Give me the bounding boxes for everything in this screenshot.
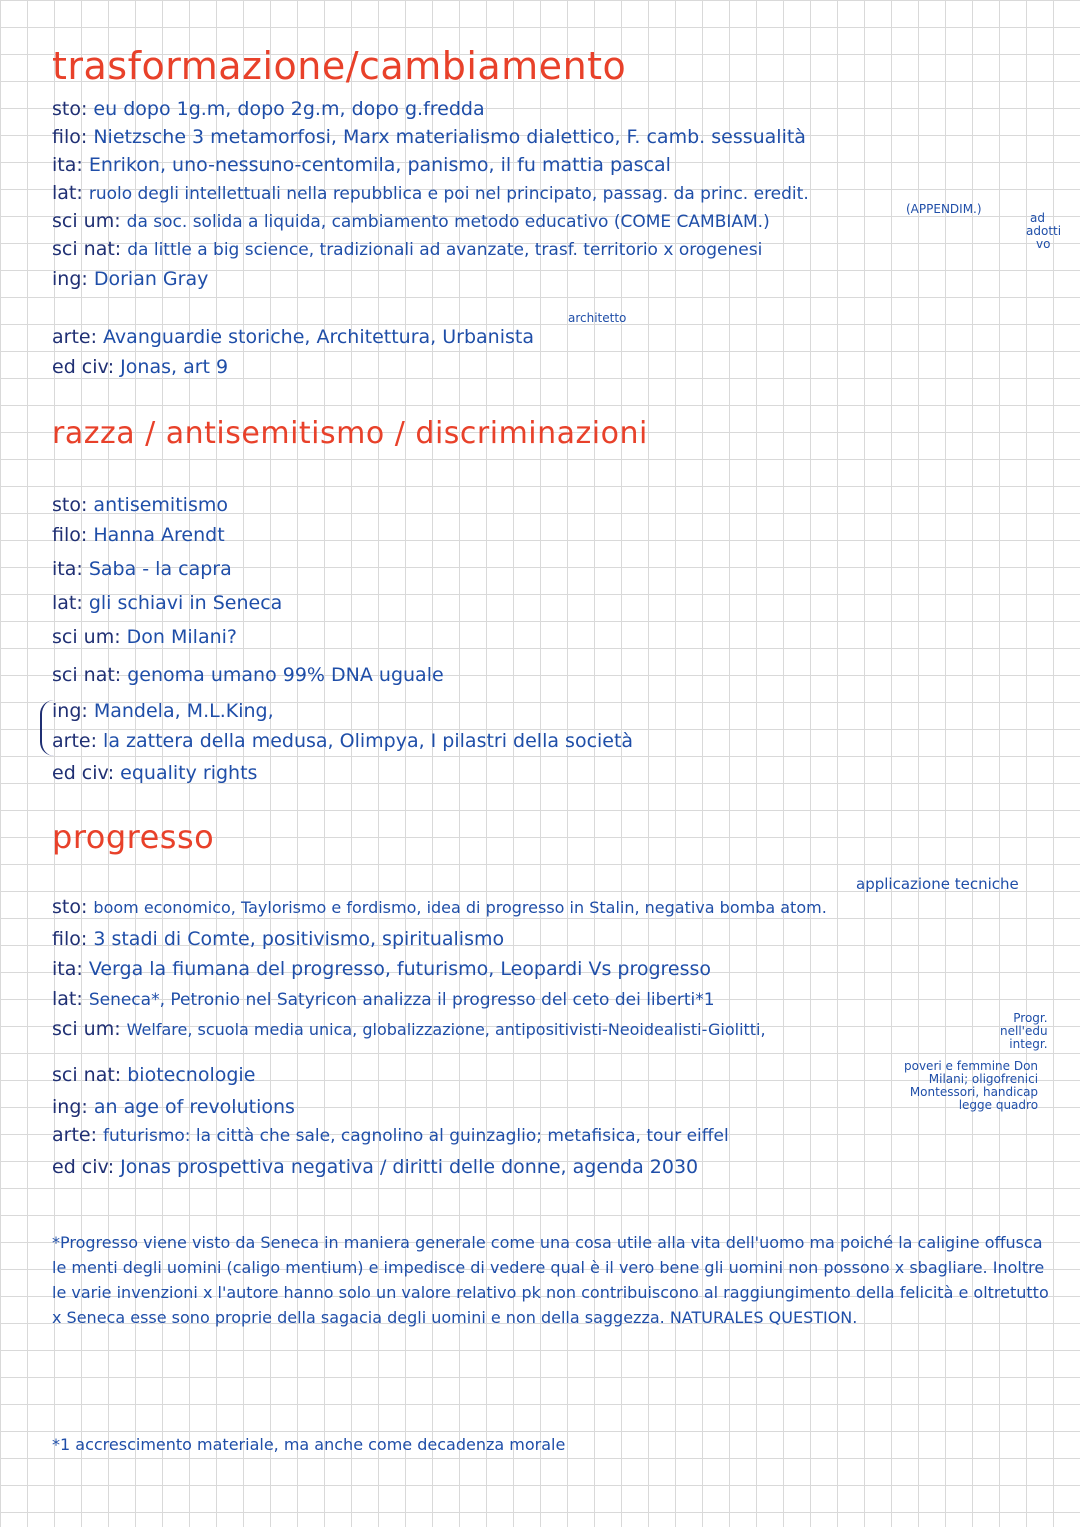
note-architetto: architetto — [568, 311, 627, 325]
note-poveri: poveri e femmine Don Milani; oligofrenici Montessori, handicap legge quadro — [904, 1059, 1039, 1112]
line-ed-civ: ed civ: Jonas prospettiva negativa / diritti delle donne, agenda 2030 — [52, 1156, 699, 1178]
note-applicazione: applicazione tecniche — [856, 875, 1019, 893]
line-ita: ita: Saba - la capra — [52, 558, 232, 580]
line-sci-nat: sci nat: genoma umano 99% DNA uguale — [52, 664, 444, 686]
line-sto: sto: antisemitismo — [52, 494, 228, 516]
line-sci-um: sci um: da soc. solida a liquida, cambiamento metodo educativo (COME CAMBIAM.) — [52, 210, 770, 232]
section-title-trasformazione: trasformazione/cambiamento — [52, 44, 627, 88]
line-filo: filo: 3 stadi di Comte, positivismo, spiritualismo — [52, 928, 505, 950]
line-sci-um: sci um: Don Milani? — [52, 626, 238, 648]
line-filo: filo: Nietzsche 3 metamorfosi, Marx materialismo dialettico, F. camb. sessualità — [52, 126, 806, 148]
line-sci-nat: sci nat: da little a big science, tradizionali ad avanzate, trasf. territorio x orogenesi — [52, 238, 763, 260]
line-ed-civ: ed civ: Jonas, art 9 — [52, 356, 229, 378]
note-appendim: (APPENDIM.) — [906, 202, 982, 216]
note-adotti: adotti — [1026, 224, 1062, 238]
line-lat: lat: Seneca*, Petronio nel Satyricon analizza il progresso del ceto dei liberti*1 — [52, 988, 715, 1010]
footnote-accrescimento: *1 accrescimento materiale, ma anche come decadenza morale — [52, 1435, 566, 1454]
line-sci-nat: sci nat: biotecnologie — [52, 1064, 256, 1086]
line-ita: ita: Verga la fiumana del progresso, futurismo, Leopardi Vs progresso — [52, 958, 712, 980]
line-sci-um: sci um: Welfare, scuola media unica, globalizzazione, antipositivisti-Neoidealisti-Giolitti, — [52, 1018, 766, 1040]
line-ing: ing: Dorian Gray — [52, 268, 209, 290]
line-ing: ing: an age of revolutions — [52, 1096, 295, 1118]
section-title-progresso: progresso — [52, 818, 215, 856]
line-sto: sto: boom economico, Taylorismo e fordismo, idea di progresso in Stalin, negativa bomba atom. — [52, 896, 827, 918]
line-lat: lat: gli schiavi in Seneca — [52, 592, 283, 614]
line-arte: arte: la zattera della medusa, Olimpya, I pilastri della società — [52, 730, 634, 752]
note-ad: ad — [1030, 211, 1045, 225]
line-ed-civ: ed civ: equality rights — [52, 762, 258, 784]
line-ing: ing: Mandela, M.L.King, — [52, 700, 274, 722]
section-title-razza: razza / antisemitismo / discriminazioni — [52, 416, 648, 451]
note-progr-edu: Progr. nell'edu integr. — [1000, 1011, 1048, 1051]
line-ita: ita: Enrikon, uno-nessuno-centomila, panismo, il fu mattia pascal — [52, 154, 671, 176]
line-arte: arte: futurismo: la città che sale, cagnolino al guinzaglio; metafisica, tour eiffel — [52, 1124, 729, 1146]
footnote-seneca: *Progresso viene visto da Seneca in maniera generale come una cosa utile alla vita dell'uomo ma poiché la caligine offusca le menti degli uomini (caligo mentium) e impedisce di vedere qual è il vero bene gli uomini non possono x sbagliare. Inoltre le varie invenzioni x l'autore hanno solo un valore relativo pk non contribuiscono al raggiungimento della felicità e oltretutto x Seneca esse sono proprie della sagacia degli uomini e non della saggezza. NATURALES QUESTION. — [52, 1233, 1049, 1327]
line-sto: sto: eu dopo 1g.m, dopo 2g.m, dopo g.fredda — [52, 98, 485, 120]
line-lat: lat: ruolo degli intellettuali nella repubblica e poi nel principato, passag. da princ. eredit. — [52, 182, 809, 204]
line-arte: arte: Avanguardie storiche, Architettura, Urbanista — [52, 326, 534, 348]
note-vo: vo — [1036, 237, 1051, 251]
line-filo: filo: Hanna Arendt — [52, 524, 225, 546]
